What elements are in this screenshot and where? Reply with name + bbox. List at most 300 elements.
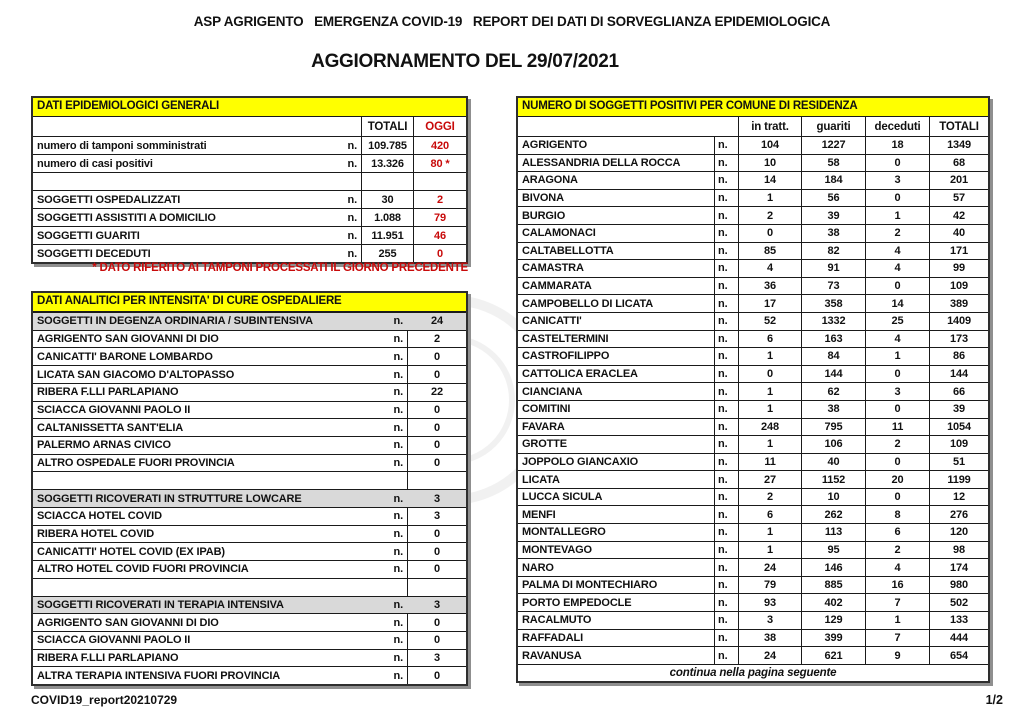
deceduti-value-cell: 0	[865, 190, 929, 207]
unit-label-cell: n.	[714, 506, 738, 523]
guariti-value-cell: 163	[801, 331, 865, 348]
row-label-cell	[33, 313, 407, 330]
in-tratt-value-cell: 1	[738, 348, 801, 365]
row-label: CALTANISSETTA SANT'ELIA	[37, 421, 184, 434]
care-table-row	[33, 436, 466, 454]
totali-value-cell: 66	[929, 383, 988, 400]
row-label-cell	[33, 597, 407, 614]
row-label: AGRIGENTO SAN GIOVANNI DI DIO	[37, 616, 219, 629]
count-value-cell: 22	[407, 384, 466, 401]
deceduti-value-cell: 3	[865, 383, 929, 400]
oggi-value-cell: 2	[413, 191, 466, 208]
totali-column-header: TOTALI	[929, 117, 988, 136]
row-label: SCIACCA GIOVANNI PAOLO II	[37, 634, 191, 647]
deceduti-value-cell: 2	[865, 225, 929, 242]
row-label-cell	[33, 402, 407, 419]
in-tratt-value-cell: 38	[738, 630, 801, 647]
row-label: AGRIGENTO SAN GIOVANNI DI DIO	[37, 333, 219, 346]
care-table-row	[33, 507, 466, 525]
row-label-cell	[33, 561, 407, 578]
comune-name-cell: FAVARA	[522, 420, 565, 433]
unit-label-cell: n.	[714, 542, 738, 559]
row-label: ALTRO OSPEDALE FUORI PROVINCIA	[37, 457, 235, 470]
totali-value-cell: 654	[929, 647, 988, 664]
care-subtotal-row	[33, 596, 466, 614]
comune-row	[518, 259, 988, 277]
in-tratt-value-cell: 93	[738, 594, 801, 611]
totali-value-cell	[361, 173, 413, 190]
totali-value-cell: 389	[929, 295, 988, 312]
report-title: ASP AGRIGENTO EMERGENZA COVID-19 REPORT DEI DATI DI SORVEGLIANZA EPIDEMIOLOGICA	[193, 14, 831, 29]
deceduti-column-header: deceduti	[865, 117, 929, 136]
unit-label-cell: n.	[714, 295, 738, 312]
row-label-cell	[33, 173, 361, 190]
deceduti-value-cell: 7	[865, 630, 929, 647]
row-label: PALERMO ARNAS CIVICO	[37, 439, 171, 452]
unit-label: n.	[347, 229, 357, 242]
in-tratt-value-cell: 6	[738, 506, 801, 523]
unit-label: n.	[393, 510, 403, 523]
in-tratt-column-header: in tratt.	[738, 117, 801, 136]
in-tratt-value-cell: 27	[738, 471, 801, 488]
count-value-cell: 0	[407, 455, 466, 472]
row-label: LICATA SAN GIACOMO D'ALTOPASSO	[37, 368, 235, 381]
totali-value-cell: 68	[929, 155, 988, 172]
comune-row	[518, 206, 988, 224]
deceduti-value-cell: 11	[865, 419, 929, 436]
care-table-row	[33, 454, 466, 472]
comune-row	[518, 224, 988, 242]
comune-row	[518, 154, 988, 172]
oggi-value-cell: 46	[413, 227, 466, 244]
totali-value-cell: 174	[929, 559, 988, 576]
care-table-row	[33, 383, 466, 401]
row-label: RIBERA F.LLI PARLAPIANO	[37, 652, 179, 665]
totali-value-cell: 171	[929, 243, 988, 260]
row-label: SOGGETTI RICOVERATI IN STRUTTURE LOWCARE	[37, 492, 302, 505]
unit-label-cell: n.	[714, 225, 738, 242]
in-tratt-value-cell: 14	[738, 172, 801, 189]
unit-label-cell: n.	[714, 155, 738, 172]
unit-label-cell: n.	[714, 137, 738, 154]
in-tratt-value-cell: 11	[738, 454, 801, 471]
guariti-value-cell: 1152	[801, 471, 865, 488]
care-table-row	[33, 347, 466, 365]
comune-name-cell: CANICATTI'	[522, 315, 582, 328]
count-value-cell: 0	[407, 667, 466, 684]
general-table-row	[33, 244, 466, 262]
comune-row	[518, 611, 988, 629]
comune-row	[518, 558, 988, 576]
row-label-cell	[33, 227, 361, 244]
totali-value-cell: 109	[929, 278, 988, 295]
guariti-value-cell: 91	[801, 260, 865, 277]
comune-name-cell: CALTABELLOTTA	[522, 244, 614, 257]
row-label-cell	[33, 472, 407, 489]
comune-row	[518, 330, 988, 348]
care-subtotal-row	[33, 312, 466, 330]
comune-name-cell: RAVANUSA	[522, 649, 582, 662]
row-label: CANICATTI' BARONE LOMBARDO	[37, 350, 213, 363]
totali-value-cell: 98	[929, 542, 988, 559]
unit-label: n.	[393, 421, 403, 434]
guariti-value-cell: 184	[801, 172, 865, 189]
count-value-cell: 0	[407, 561, 466, 578]
unit-label: n.	[393, 333, 403, 346]
row-label: CANICATTI' HOTEL COVID (EX IPAB)	[37, 545, 225, 558]
unit-label-cell: n.	[714, 489, 738, 506]
spacer-row	[33, 578, 466, 596]
deceduti-value-cell: 0	[865, 454, 929, 471]
unit-label: n.	[393, 457, 403, 470]
row-label-cell	[33, 245, 361, 262]
guariti-value-cell: 10	[801, 489, 865, 506]
empty-header-cell	[518, 117, 738, 136]
comune-row	[518, 171, 988, 189]
comune-name-cell: CATTOLICA ERACLEA	[522, 368, 638, 381]
care-table-row	[33, 365, 466, 383]
unit-label: n.	[393, 492, 403, 505]
comune-row	[518, 435, 988, 453]
row-label: ALTRA TERAPIA INTENSIVA FUORI PROVINCIA	[37, 669, 281, 682]
comune-name-cell: MENFI	[522, 508, 556, 521]
row-label-cell	[33, 614, 407, 631]
totali-value-cell: 39	[929, 401, 988, 418]
unit-label: n.	[393, 386, 403, 399]
in-tratt-value-cell: 104	[738, 137, 801, 154]
guariti-value-cell: 402	[801, 594, 865, 611]
comune-row	[518, 523, 988, 541]
comune-name-cell: CAMMARATA	[522, 280, 592, 293]
page-number: 1/2	[985, 693, 1003, 707]
guariti-value-cell: 144	[801, 366, 865, 383]
care-table-row	[33, 418, 466, 436]
row-label-cell	[33, 331, 407, 348]
care-intensity-table	[31, 291, 468, 686]
comune-name-cell: BURGIO	[522, 209, 566, 222]
comune-name-cell: CASTELTERMINI	[522, 332, 609, 345]
unit-label-cell: n.	[714, 577, 738, 594]
comune-name-cell: PORTO EMPEDOCLE	[522, 596, 632, 609]
count-value-cell: 0	[407, 437, 466, 454]
count-value-cell: 0	[407, 419, 466, 436]
comune-row	[518, 294, 988, 312]
unit-label: n.	[393, 403, 403, 416]
in-tratt-value-cell: 10	[738, 155, 801, 172]
count-value-cell: 0	[407, 526, 466, 543]
guariti-value-cell: 84	[801, 348, 865, 365]
care-table-row	[33, 525, 466, 543]
deceduti-value-cell: 2	[865, 436, 929, 453]
guariti-value-cell: 56	[801, 190, 865, 207]
row-label-cell	[33, 419, 407, 436]
comune-row	[518, 136, 988, 154]
guariti-column-header: guariti	[801, 117, 865, 136]
unit-label-cell: n.	[714, 207, 738, 224]
oggi-value-cell: 79	[413, 209, 466, 226]
guariti-value-cell: 1332	[801, 313, 865, 330]
comune-row	[518, 576, 988, 594]
care-table-row	[33, 542, 466, 560]
guariti-value-cell: 621	[801, 647, 865, 664]
guariti-value-cell: 95	[801, 542, 865, 559]
unit-label-cell: n.	[714, 401, 738, 418]
unit-label-cell: n.	[714, 559, 738, 576]
comuni-table-column-header-row	[518, 117, 988, 136]
in-tratt-value-cell: 52	[738, 313, 801, 330]
in-tratt-value-cell: 2	[738, 489, 801, 506]
comuni-table-title: NUMERO DI SOGGETTI POSITIVI PER COMUNE DI RESIDENZA	[518, 98, 988, 117]
comune-row	[518, 382, 988, 400]
count-value-cell: 0	[407, 402, 466, 419]
deceduti-value-cell: 16	[865, 577, 929, 594]
totali-value-cell: 99	[929, 260, 988, 277]
comune-name-cell: MONTALLEGRO	[522, 526, 606, 539]
comune-row	[518, 242, 988, 260]
row-label: SCIACCA GIOVANNI PAOLO II	[37, 403, 191, 416]
comune-name-cell: MONTEVAGO	[522, 543, 592, 556]
totali-value-cell: 133	[929, 612, 988, 629]
in-tratt-value-cell: 1	[738, 383, 801, 400]
row-label-cell	[33, 366, 407, 383]
count-value-cell: 0	[407, 632, 466, 649]
row-label-cell	[33, 155, 361, 172]
totali-value-cell: 255	[361, 245, 413, 262]
comune-row	[518, 277, 988, 295]
general-table-row	[33, 154, 466, 172]
deceduti-value-cell: 6	[865, 524, 929, 541]
totali-value-cell: 1349	[929, 137, 988, 154]
deceduti-value-cell: 0	[865, 155, 929, 172]
comune-name-cell: CAMASTRA	[522, 262, 584, 275]
general-table-row	[33, 136, 466, 154]
empty-header-cell	[33, 117, 361, 136]
general-table-row	[33, 208, 466, 226]
totali-value-cell: 144	[929, 366, 988, 383]
deceduti-value-cell: 0	[865, 401, 929, 418]
row-label: SOGGETTI RICOVERATI IN TERAPIA INTENSIVA	[37, 598, 284, 611]
unit-label: n.	[393, 652, 403, 665]
deceduti-value-cell: 1	[865, 348, 929, 365]
guariti-value-cell: 38	[801, 225, 865, 242]
comune-name-cell: ARAGONA	[522, 174, 578, 187]
row-label: SOGGETTI ASSISTITI A DOMICILIO	[37, 211, 216, 224]
comune-row	[518, 365, 988, 383]
care-table-row	[33, 560, 466, 578]
row-label: RIBERA HOTEL COVID	[37, 527, 155, 540]
row-label-cell	[33, 209, 361, 226]
comune-name-cell: RACALMUTO	[522, 614, 592, 627]
unit-label: n.	[347, 157, 357, 170]
comune-row	[518, 470, 988, 488]
unit-label: n.	[393, 545, 403, 558]
deceduti-value-cell: 4	[865, 331, 929, 348]
unit-label-cell: n.	[714, 630, 738, 647]
unit-label: n.	[393, 315, 403, 328]
deceduti-value-cell: 4	[865, 559, 929, 576]
deceduti-value-cell: 3	[865, 172, 929, 189]
count-value-cell: 3	[434, 598, 440, 611]
comune-name-cell: ALESSANDRIA DELLA ROCCA	[522, 156, 681, 169]
deceduti-value-cell: 0	[865, 489, 929, 506]
guariti-value-cell: 358	[801, 295, 865, 312]
unit-label-cell: n.	[714, 331, 738, 348]
totali-value-cell: 86	[929, 348, 988, 365]
totali-value-cell: 201	[929, 172, 988, 189]
unit-label-cell: n.	[714, 348, 738, 365]
row-label-cell	[33, 437, 407, 454]
care-table-title: DATI ANALITICI PER INTENSITA' DI CURE OSPEDALIERE	[33, 293, 466, 312]
count-value-cell: 24	[431, 315, 443, 328]
row-label: RIBERA F.LLI PARLAPIANO	[37, 386, 179, 399]
count-value-cell: 3	[407, 650, 466, 667]
unit-label: n.	[393, 527, 403, 540]
row-label-cell	[33, 137, 361, 154]
deceduti-value-cell: 4	[865, 260, 929, 277]
unit-label: n.	[347, 193, 357, 206]
comune-name-cell: GROTTE	[522, 438, 567, 451]
in-tratt-value-cell: 1	[738, 401, 801, 418]
guariti-value-cell: 885	[801, 577, 865, 594]
deceduti-value-cell: 2	[865, 542, 929, 559]
totali-value-cell: 1.088	[361, 209, 413, 226]
in-tratt-value-cell: 36	[738, 278, 801, 295]
oggi-value-cell: 0	[413, 245, 466, 262]
totali-value-cell: 1054	[929, 419, 988, 436]
comune-name-cell: COMITINI	[522, 403, 571, 416]
care-table-row	[33, 631, 466, 649]
unit-label: n.	[393, 350, 403, 363]
deceduti-value-cell: 20	[865, 471, 929, 488]
comune-row	[518, 488, 988, 506]
totali-value-cell: 40	[929, 225, 988, 242]
comune-row	[518, 400, 988, 418]
unit-label: n.	[393, 634, 403, 647]
spacer-row	[33, 172, 466, 190]
unit-label-cell: n.	[714, 471, 738, 488]
comune-name-cell: RAFFADALI	[522, 631, 583, 644]
count-value-cell: 0	[407, 366, 466, 383]
totali-value-cell: 30	[361, 191, 413, 208]
row-label: ALTRO HOTEL COVID FUORI PROVINCIA	[37, 563, 249, 576]
tamponi-footnote: * DATO RIFERITO AI TAMPONI PROCESSATI IL GIORNO PRECEDENTE	[92, 262, 468, 274]
unit-label-cell: n.	[714, 612, 738, 629]
comune-row	[518, 646, 988, 664]
totali-value-cell: 1409	[929, 313, 988, 330]
care-table-row	[33, 330, 466, 348]
unit-label: n.	[347, 139, 357, 152]
totali-value-cell: 12	[929, 489, 988, 506]
deceduti-value-cell: 0	[865, 278, 929, 295]
guariti-value-cell: 58	[801, 155, 865, 172]
unit-label: n.	[393, 598, 403, 611]
guariti-value-cell: 40	[801, 454, 865, 471]
oggi-value-cell: 420	[413, 137, 466, 154]
comune-row	[518, 629, 988, 647]
count-value-cell: 0	[407, 348, 466, 365]
count-value-cell: 3	[407, 508, 466, 525]
row-label-cell	[33, 455, 407, 472]
unit-label-cell: n.	[714, 436, 738, 453]
row-label-cell	[33, 384, 407, 401]
unit-label-cell: n.	[714, 366, 738, 383]
unit-label: n.	[393, 669, 403, 682]
oggi-column-header: OGGI	[413, 117, 466, 136]
row-label-cell	[33, 543, 407, 560]
totali-value-cell: 120	[929, 524, 988, 541]
guariti-value-cell: 795	[801, 419, 865, 436]
row-label-cell	[33, 490, 407, 507]
general-table-column-header-row	[33, 117, 466, 136]
totali-value-cell: 51	[929, 454, 988, 471]
in-tratt-value-cell: 3	[738, 612, 801, 629]
count-value-cell: 3	[434, 492, 440, 505]
comune-name-cell: CALAMONACI	[522, 227, 596, 240]
guariti-value-cell: 113	[801, 524, 865, 541]
totali-column-header: TOTALI	[361, 117, 413, 136]
comune-name-cell: LICATA	[522, 473, 560, 486]
guariti-value-cell: 1227	[801, 137, 865, 154]
unit-label-cell: n.	[714, 313, 738, 330]
comune-row	[518, 593, 988, 611]
in-tratt-value-cell: 1	[738, 436, 801, 453]
count-value-cell: 2	[407, 331, 466, 348]
comune-name-cell: LUCCA SICULA	[522, 491, 603, 504]
unit-label-cell: n.	[714, 594, 738, 611]
deceduti-value-cell: 14	[865, 295, 929, 312]
comune-row	[518, 541, 988, 559]
continuation-note: continua nella pagina seguente	[669, 667, 837, 680]
general-table-row	[33, 226, 466, 244]
row-label-cell	[33, 508, 407, 525]
totali-value-cell: 502	[929, 594, 988, 611]
oggi-value-cell: 80 *	[413, 155, 466, 172]
guariti-value-cell: 146	[801, 559, 865, 576]
in-tratt-value-cell: 0	[738, 366, 801, 383]
row-label: SOGGETTI OSPEDALIZZATI	[37, 193, 181, 206]
unit-label-cell: n.	[714, 278, 738, 295]
row-label-cell	[33, 348, 407, 365]
comune-name-cell: CIANCIANA	[522, 385, 583, 398]
guariti-value-cell: 38	[801, 401, 865, 418]
in-tratt-value-cell: 85	[738, 243, 801, 260]
unit-label: n.	[393, 563, 403, 576]
in-tratt-value-cell: 4	[738, 260, 801, 277]
care-table-row	[33, 401, 466, 419]
totali-value-cell: 276	[929, 506, 988, 523]
unit-label-cell: n.	[714, 243, 738, 260]
unit-label: n.	[347, 211, 357, 224]
comune-row	[518, 505, 988, 523]
row-label: SOGGETTI IN DEGENZA ORDINARIA / SUBINTENSIVA	[37, 315, 313, 328]
comune-row	[518, 347, 988, 365]
unit-label-cell: n.	[714, 383, 738, 400]
row-label: SOGGETTI DECEDUTI	[37, 247, 151, 260]
unit-label-cell: n.	[714, 647, 738, 664]
deceduti-value-cell: 0	[865, 366, 929, 383]
care-table-row	[33, 613, 466, 631]
general-epidemiological-data-table	[31, 96, 468, 264]
row-label-cell	[33, 667, 407, 684]
guariti-value-cell: 129	[801, 612, 865, 629]
guariti-value-cell: 73	[801, 278, 865, 295]
continuation-row	[518, 664, 988, 682]
unit-label: n.	[347, 247, 357, 260]
unit-label: n.	[393, 616, 403, 629]
deceduti-value-cell: 9	[865, 647, 929, 664]
unit-label-cell: n.	[714, 454, 738, 471]
in-tratt-value-cell: 24	[738, 559, 801, 576]
